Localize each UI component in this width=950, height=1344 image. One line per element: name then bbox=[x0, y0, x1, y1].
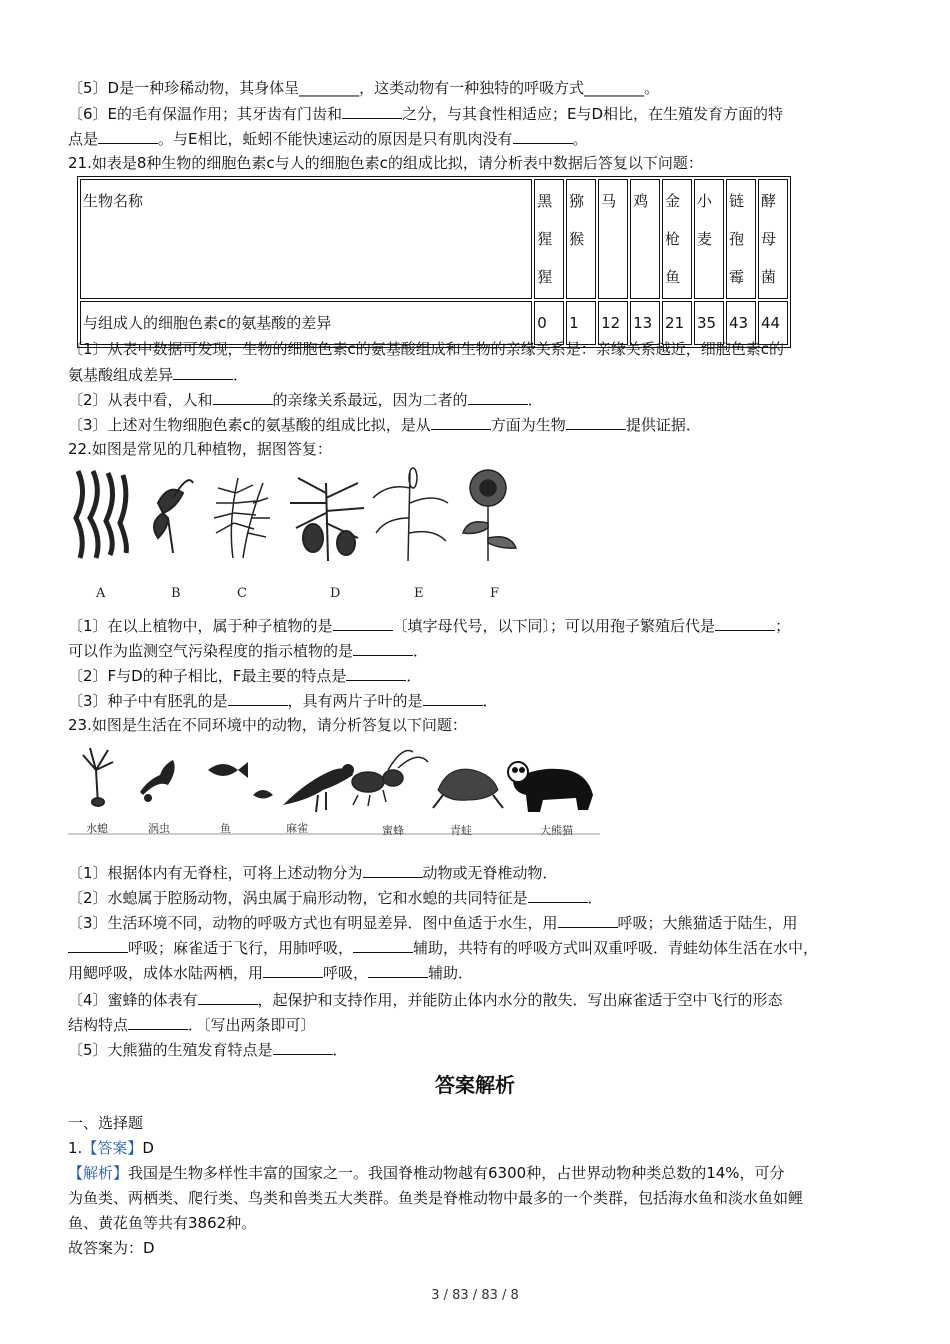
panda-image bbox=[508, 762, 593, 812]
animal-label: 蜜蜂 bbox=[382, 824, 404, 837]
plant-f-image bbox=[463, 470, 516, 561]
answer-blank[interactable] bbox=[558, 910, 618, 928]
answer-tag: 【答案】 bbox=[82, 1139, 143, 1157]
table-cell-name: 猕猴 bbox=[566, 179, 596, 299]
answer-blank[interactable] bbox=[198, 987, 258, 1005]
table-cell-name: 马 bbox=[598, 179, 628, 299]
table-row-label: 与组成人的细胞色素c的氨基酸的差异 bbox=[80, 301, 532, 345]
plant-label: D bbox=[330, 586, 341, 601]
answer-blank[interactable] bbox=[68, 935, 128, 953]
animal-label: 麻雀 bbox=[286, 822, 308, 835]
answer-blank[interactable] bbox=[715, 613, 775, 631]
table-cell-value: 0 bbox=[534, 301, 564, 345]
plant-label: C bbox=[237, 586, 247, 601]
text-line: 呼吸；麻雀适于飞行，用肺呼吸， 辅助，共特有的呼吸方式叫双重呼吸．青蛙幼体生活在水中， bbox=[68, 935, 890, 961]
table-header-label: 生物名称 bbox=[80, 179, 532, 299]
answer-blank[interactable] bbox=[368, 960, 428, 978]
answer-line: 1.【答案】D bbox=[68, 1139, 154, 1157]
section-title: 一、选择题 bbox=[68, 1114, 144, 1132]
sparrow-image bbox=[283, 764, 354, 812]
frog-image bbox=[433, 769, 503, 808]
final-answer: 故答案为：D bbox=[68, 1239, 155, 1257]
text-line: 可以作为监测空气污染程度的指示植物的是 ． bbox=[68, 638, 890, 664]
answer-blank[interactable] bbox=[263, 960, 323, 978]
answer-blank[interactable] bbox=[228, 688, 288, 706]
plant-d-image bbox=[290, 478, 364, 561]
answer-blank[interactable] bbox=[468, 387, 528, 405]
analysis-line: 鱼、黄花鱼等共有3862种。 bbox=[68, 1214, 257, 1232]
plant-a-image bbox=[76, 471, 126, 558]
animal-label: 大熊猫 bbox=[540, 824, 573, 837]
plant-label: A bbox=[96, 586, 106, 601]
text-line: 〔2〕F与D的种子相比，F最主要的特点是 ． bbox=[68, 663, 890, 689]
question-23: 23.如图是生活在不同环境中的动物，请分析答复以下问题： bbox=[68, 716, 467, 734]
fish-image bbox=[208, 762, 273, 799]
plant-label: E bbox=[414, 586, 424, 601]
answer-blank[interactable] bbox=[213, 387, 273, 405]
animal-label: 涡虫 bbox=[148, 822, 170, 835]
table-cell-value: 43 bbox=[726, 301, 756, 345]
table-cell-name: 金枪鱼 bbox=[662, 179, 692, 299]
table-cell-name: 黑猩猩 bbox=[534, 179, 564, 299]
table-cell-value: 13 bbox=[630, 301, 660, 345]
animal-label: 鱼 bbox=[220, 822, 231, 835]
text-line: 点是 。与E相比，蚯蚓不能快速运动的原因是只有肌肉没有 。 bbox=[68, 126, 890, 152]
bee-image bbox=[352, 750, 428, 806]
planarian-image bbox=[140, 760, 175, 802]
answer-blank[interactable] bbox=[353, 935, 413, 953]
answer-blank[interactable] bbox=[98, 126, 158, 144]
table-cell-name: 鸡 bbox=[630, 179, 660, 299]
text-line: 〔2〕水螅属于腔肠动物，涡虫属于扁形动物，它和水螅的共同特征是 ． bbox=[68, 885, 890, 911]
plant-c-image bbox=[214, 478, 270, 558]
table-cell-value: 1 bbox=[566, 301, 596, 345]
text-line: 〔3〕上述对生物细胞色素c的氨基酸的组成比拟，是从 方面为生物 提供证据． bbox=[68, 412, 890, 438]
table-cell-value: 35 bbox=[694, 301, 724, 345]
answer-blank[interactable] bbox=[566, 412, 626, 430]
text-line: 〔5〕D是一种珍稀动物，其身体呈________，这类动物有一种独特的呼吸方式________。 bbox=[68, 79, 660, 97]
plant-e-image bbox=[373, 468, 448, 561]
animal-label: 青蛙 bbox=[450, 824, 472, 837]
table-cell-value: 21 bbox=[662, 301, 692, 345]
text-line: 〔6〕E的毛有保温作用；其牙齿有门齿和 之分，与其食性相适应；E与D相比，在生殖发育方面的特 bbox=[68, 101, 890, 127]
answer-blank[interactable] bbox=[342, 101, 402, 119]
table-header-row bbox=[80, 179, 788, 299]
answer-blank[interactable] bbox=[273, 1037, 333, 1055]
table-cell-value: 12 bbox=[598, 301, 628, 345]
plant-label: B bbox=[171, 586, 181, 601]
answer-blank[interactable] bbox=[423, 688, 483, 706]
plants-figure bbox=[68, 463, 538, 563]
text-line: 〔1〕根据体内有无脊柱，可将上述动物分为 动物或无脊椎动物． bbox=[68, 860, 890, 886]
answers-heading: 答案解析 bbox=[435, 1073, 515, 1097]
table-cell-value: 44 bbox=[758, 301, 788, 345]
text-line: 〔3〕生活环境不同，动物的呼吸方式也有明显差异．图中鱼适于水生，用 呼吸；大熊猫适于陆生，用 bbox=[68, 910, 890, 936]
text-line: 〔5〕大熊猫的生殖发育特点是 ． bbox=[68, 1037, 890, 1063]
answer-blank[interactable] bbox=[346, 663, 406, 681]
text-line: 〔1〕在以上植物中，属于种子植物的是 〔填字母代号，以下同〕；可以用孢子繁殖后代是 ； bbox=[68, 613, 890, 639]
table-cell-name: 小麦 bbox=[694, 179, 724, 299]
cytochrome-table bbox=[77, 176, 791, 348]
text-line: 氨基酸组成差异 ． bbox=[68, 362, 890, 388]
analysis-line: 为鱼类、两栖类、爬行类、鸟类和兽类五大类群。鱼类是脊椎动物中最多的一个类群，包括海水鱼和淡水鱼如鲤 bbox=[68, 1189, 804, 1207]
question-21: 21.如表是8种生物的细胞色素c与人的细胞色素c的组成比拟，请分析表中数据后答复以下问题： bbox=[68, 154, 703, 172]
analysis-line: 【解析】我国是生物多样性丰富的国家之一。我国脊椎动物越有6300种，占世界动物种类总数的14%，可分 bbox=[68, 1164, 785, 1182]
answer-blank[interactable] bbox=[363, 860, 423, 878]
table-cell-name: 链孢霉 bbox=[726, 179, 756, 299]
answer-blank[interactable] bbox=[128, 1012, 188, 1030]
text-line: 〔3〕种子中有胚乳的是 ，具有两片子叶的是 ． bbox=[68, 688, 890, 714]
plant-b-image bbox=[154, 480, 193, 553]
answer-blank[interactable] bbox=[528, 885, 588, 903]
analysis-tag: 【解析】 bbox=[68, 1164, 129, 1182]
question-22: 22.如图是常见的几种植物，据图答复： bbox=[68, 440, 332, 458]
table-cell-name: 酵母菌 bbox=[758, 179, 788, 299]
text-line: 〔4〕蜜蜂的体表有 ，起保护和支持作用，并能防止体内水分的散失．写出麻雀适于空中飞行的形态 bbox=[68, 987, 890, 1013]
answer-blank[interactable] bbox=[173, 362, 233, 380]
page-footer: 3 / 83 / 83 / 8 bbox=[431, 1288, 519, 1303]
hydra-image bbox=[83, 748, 113, 806]
answer-blank[interactable] bbox=[513, 126, 573, 144]
answer-blank[interactable] bbox=[333, 613, 393, 631]
text-line: 结构特点 ．〔写出两条即可〕 bbox=[68, 1012, 890, 1038]
text-line: 〔2〕从表中看，人和 的亲缘关系最远，因为二者的 ． bbox=[68, 387, 890, 413]
text-line: 用鳃呼吸，成体水陆两栖，用 呼吸， 辅助． bbox=[68, 960, 890, 986]
animal-label: 水螅 bbox=[86, 822, 108, 835]
answer-blank[interactable] bbox=[431, 412, 491, 430]
text-line: 〔1〕从表中数据可发现，生物的细胞色素c的氨基酸组成和生物的亲缘关系是：亲缘关系越近，细胞色素c的 bbox=[68, 340, 785, 358]
answer-blank[interactable] bbox=[353, 638, 413, 656]
plant-label: F bbox=[490, 586, 500, 601]
